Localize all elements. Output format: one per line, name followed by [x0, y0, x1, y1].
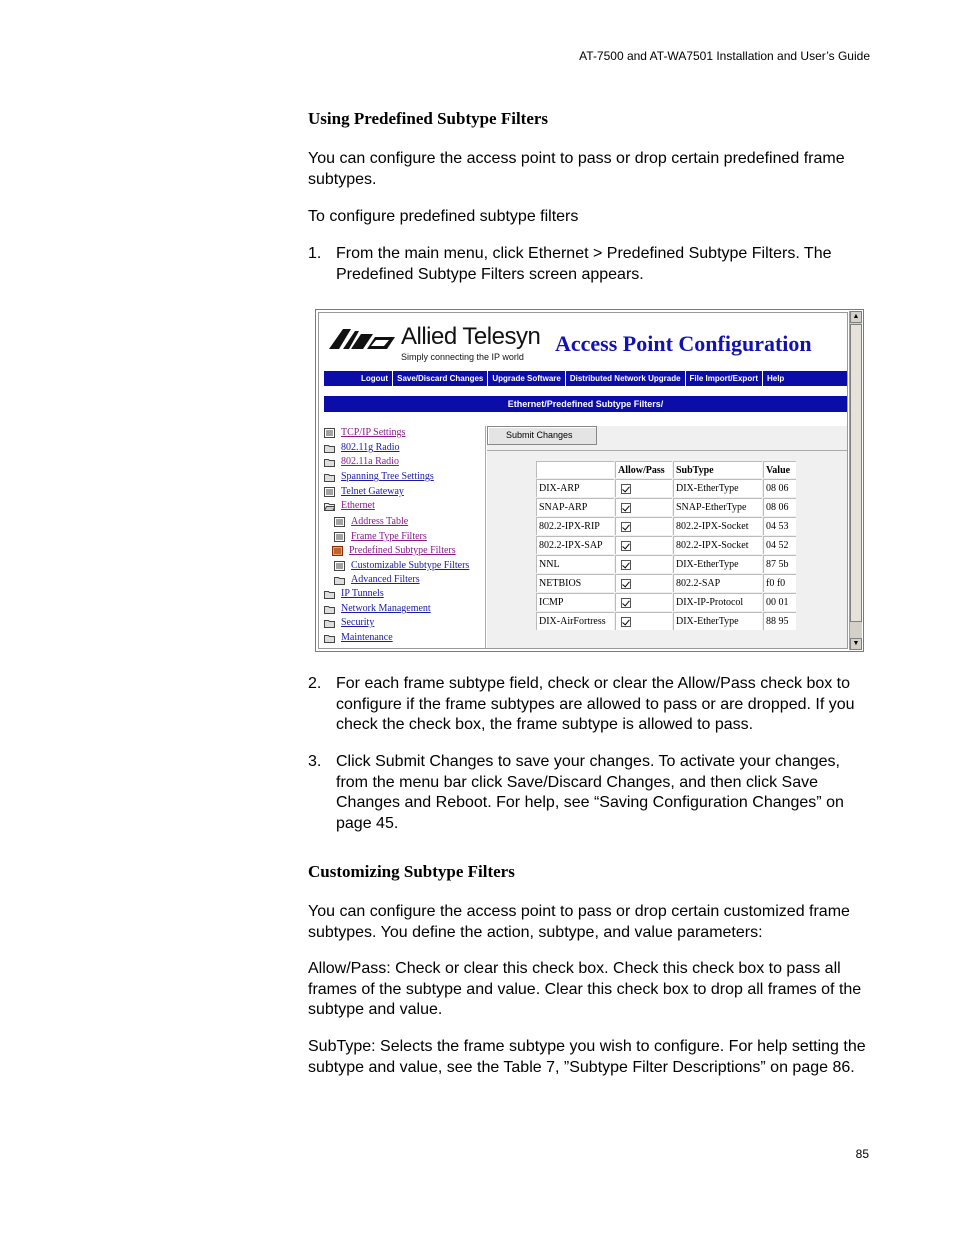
allow-pass-cell [615, 479, 672, 497]
allow-pass-cell [615, 517, 672, 535]
table-row [536, 555, 796, 573]
table-row [536, 536, 796, 554]
nav-item-label: IP Tunnels [341, 588, 384, 599]
filter-name: ICMP [536, 593, 614, 611]
submit-changes-button[interactable]: Submit Changes [487, 426, 597, 445]
column-header-value: Value [763, 461, 796, 478]
value-cell: 88 95 [763, 612, 796, 630]
step-text: Click Submit Changes to save your changes. To activate your changes, from the menu bar click Save/Discard Changes, and then click Save Changes and Reboot. For help, see “Saving Configuration Changes” on page 45. [336, 753, 844, 832]
folder-icon [324, 618, 335, 628]
nav-item-telnet-gateway[interactable] [324, 485, 404, 498]
nav-item-80211g-radio[interactable] [324, 441, 400, 454]
nav-item-label: Customizable Subtype Filters [351, 560, 470, 571]
subtype-cell: DIX-IP-Protocol [673, 593, 762, 611]
subtype-description: SubType: Selects the frame subtype you wish to configure. For help setting the subtype and value, see the Table 7, ”Subtype Filter Descriptions” on page 86. [308, 1038, 866, 1076]
divider [487, 450, 848, 451]
page-icon [334, 561, 345, 571]
table-header-row [536, 461, 796, 478]
nav-item-ip-tunnels[interactable] [324, 587, 384, 600]
allow-pass-checkbox[interactable] [621, 598, 631, 608]
subtype-cell: DIX-EtherType [673, 479, 762, 497]
step-text: For each frame subtype field, check or clear the Allow/Pass check box to configure if the frame subtypes are allowed to pass or are dropped. If you check the check box, the frame subtype is allowed to pass. [336, 675, 855, 733]
subtype-cell: 802.2-IPX-Socket [673, 536, 762, 554]
value-cell: f0 f0 [763, 574, 796, 592]
folder-icon [324, 604, 335, 614]
value-cell: 08 06 [763, 498, 796, 516]
allow-pass-cell [615, 574, 672, 592]
nav-item-label: Maintenance [341, 632, 393, 643]
menu-distributed-network-upgrade[interactable]: Distributed Network Upgrade [566, 371, 686, 386]
step-1 [308, 244, 873, 285]
table-row [536, 517, 796, 535]
page-current-icon [332, 546, 343, 556]
customizing-intro: You can configure the access point to pass or drop certain customized frame subtypes. You define the action, subtype, and value parameters: [308, 903, 850, 941]
value-cell: 87 5b [763, 555, 796, 573]
filter-name: 802.2-IPX-SAP [536, 536, 614, 554]
allow-pass-checkbox[interactable] [621, 484, 631, 494]
value-cell: 00 01 [763, 593, 796, 611]
nav-item-label: Frame Type Filters [351, 531, 427, 542]
column-header-filter [536, 461, 614, 478]
intro-paragraph: You can configure the access point to pass or drop certain predefined frame subtypes. [308, 150, 845, 188]
nav-item-tcpip-settings[interactable] [324, 426, 405, 439]
scroll-up-icon[interactable]: ▲ [850, 311, 862, 323]
allow-pass-cell [615, 555, 672, 573]
subtype-cell: 802.2-IPX-Socket [673, 517, 762, 535]
value-cell: 08 06 [763, 479, 796, 497]
scroll-thumb[interactable] [850, 324, 862, 622]
folder-icon [324, 472, 335, 482]
page-icon [334, 532, 345, 542]
value-cell: 04 52 [763, 536, 796, 554]
nav-item-label: Ethernet [341, 500, 375, 511]
allow-pass-checkbox[interactable] [621, 522, 631, 532]
allow-pass-cell [615, 536, 672, 554]
table-row [536, 479, 796, 497]
allow-pass-cell [615, 593, 672, 611]
filter-name: 802.2-IPX-RIP [536, 517, 614, 535]
nav-item-label: Advanced Filters [351, 574, 420, 585]
allied-telesyn-logo-icon [329, 328, 395, 350]
nav-item-customizable-subtype-filters[interactable] [334, 559, 469, 572]
nav-item-advanced-filters[interactable] [334, 573, 420, 586]
allow-pass-checkbox[interactable] [621, 560, 631, 570]
step-3 [308, 752, 873, 834]
filter-name: SNAP-ARP [536, 498, 614, 516]
column-header-allow-pass: Allow/Pass [615, 461, 672, 478]
subtype-cell: DIX-EtherType [673, 612, 762, 630]
menu-bar [324, 371, 847, 386]
page-number: 85 [855, 1147, 869, 1161]
subtype-cell: SNAP-EtherType [673, 498, 762, 516]
step-2 [308, 674, 873, 736]
folder-icon [324, 633, 335, 643]
page-icon [324, 487, 335, 497]
location-bar: Ethernet/Predefined Subtype Filters/ [324, 396, 847, 412]
subtype-cell: DIX-EtherType [673, 555, 762, 573]
allow-pass-checkbox[interactable] [621, 541, 631, 551]
nav-item-address-table[interactable] [334, 515, 408, 528]
nav-item-ethernet[interactable] [324, 499, 375, 512]
vertical-scrollbar[interactable] [849, 311, 862, 650]
folder-icon [324, 589, 335, 599]
nav-item-label: Telnet Gateway [341, 486, 404, 497]
predefined-subtype-table [535, 460, 797, 631]
folder-open-icon [324, 501, 335, 511]
allow-pass-checkbox[interactable] [621, 617, 631, 627]
screenshot-predefined-subtype-filters [315, 309, 864, 652]
nav-item-label: Security [341, 617, 375, 628]
procedure-lead: To configure predefined subtype filters [308, 208, 579, 225]
nav-item-security[interactable] [324, 616, 374, 629]
step-number: 2. [308, 675, 322, 692]
brand-name: Allied Telesyn [401, 323, 541, 350]
step-number: 1. [308, 245, 322, 262]
section-heading-customizing: Customizing Subtype Filters [308, 862, 515, 881]
menu-help[interactable]: Help [766, 374, 785, 383]
folder-icon [324, 443, 335, 453]
filter-name: DIX-AirFortress [536, 612, 614, 630]
table-row [536, 498, 796, 516]
nav-item-label: 802.11a Radio [341, 456, 399, 467]
running-header: AT-7500 and AT-WA7501 Installation and User’s Guide [579, 49, 870, 63]
nav-item-label: Network Management [341, 603, 431, 614]
allow-pass-description: Allow/Pass: Check or clear this check box. Check this check box to pass all frames of the subtype and value. Clear this check box to drop all frames of the subtype and value. [308, 960, 862, 1018]
table-row [536, 612, 796, 630]
section-heading-predefined: Using Predefined Subtype Filters [308, 109, 549, 128]
nav-item-network-management[interactable] [324, 602, 431, 615]
subtype-cell: 802.2-SAP [673, 574, 762, 592]
folder-icon [324, 457, 335, 467]
folder-icon [334, 575, 345, 585]
menu-logout[interactable]: Logout [357, 371, 393, 386]
allow-pass-checkbox[interactable] [621, 503, 631, 513]
menu-upgrade-software[interactable]: Upgrade Software [488, 371, 565, 386]
filter-name: NETBIOS [536, 574, 614, 592]
nav-item-80211a-radio[interactable] [324, 455, 399, 468]
nav-item-label: 802.11g Radio [341, 442, 400, 453]
filter-name: NNL [536, 555, 614, 573]
allied-telesyn-logo [329, 325, 554, 367]
nav-item-label: TCP/IP Settings [341, 427, 406, 438]
allow-pass-checkbox[interactable] [621, 579, 631, 589]
nav-item-predefined-subtype-filters[interactable] [332, 544, 456, 557]
nav-item-frame-type-filters[interactable] [334, 530, 427, 543]
menu-save-discard-changes[interactable]: Save/Discard Changes [393, 371, 488, 386]
nav-item-label: Spanning Tree Settings [341, 471, 434, 482]
nav-item-label: Predefined Subtype Filters [349, 545, 456, 556]
nav-item-label: Address Table [351, 516, 409, 527]
menu-file-import-export[interactable]: File Import/Export [686, 371, 763, 386]
allow-pass-cell [615, 612, 672, 630]
value-cell: 04 53 [763, 517, 796, 535]
column-header-subtype: SubType [673, 461, 762, 478]
nav-item-spanning-tree-settings[interactable] [324, 470, 434, 483]
scroll-down-icon[interactable]: ▼ [850, 638, 862, 650]
nav-tree [322, 426, 486, 649]
step-text: From the main menu, click Ethernet > Predefined Subtype Filters. The Predefined Subtype Filters screen appears. [336, 245, 832, 283]
step-number: 3. [308, 753, 322, 770]
browser-viewport [318, 312, 848, 649]
allow-pass-cell [615, 498, 672, 516]
table-row [536, 574, 796, 592]
nav-item-maintenance[interactable] [324, 631, 393, 644]
page-icon [324, 428, 335, 438]
brand-tagline: Simply connecting the IP world [401, 352, 524, 362]
content-pane [487, 426, 848, 649]
app-title: Access Point Configuration [555, 331, 812, 356]
table-row [536, 593, 796, 611]
page-icon [334, 517, 345, 527]
filter-name: DIX-ARP [536, 479, 614, 497]
